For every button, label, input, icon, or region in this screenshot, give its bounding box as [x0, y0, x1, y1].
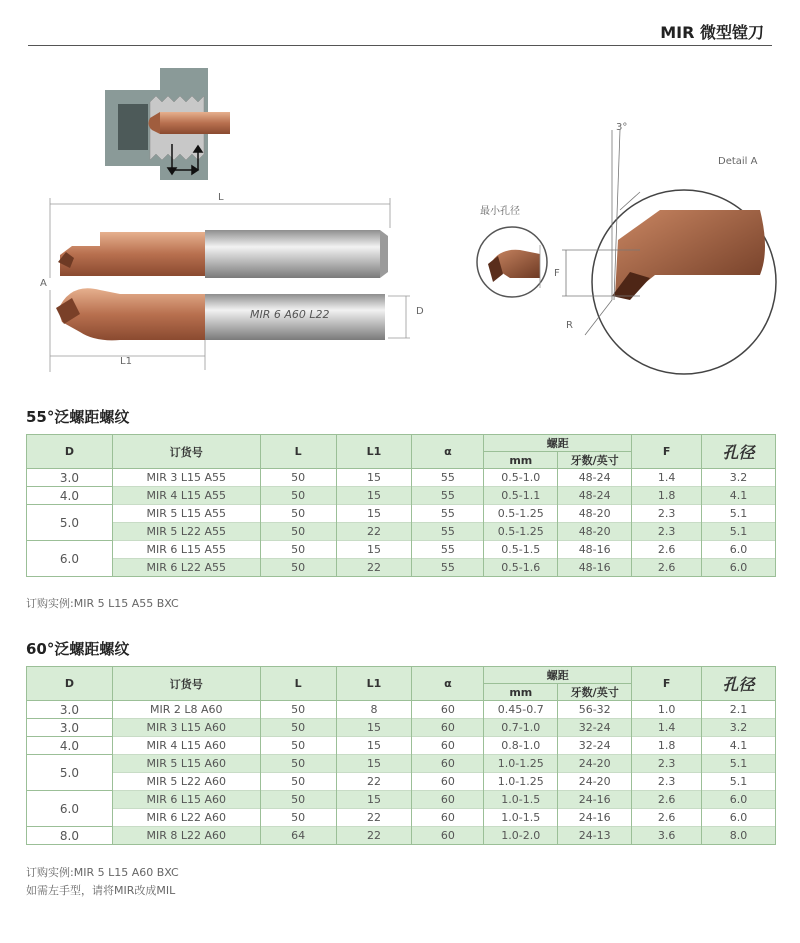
- tool-side-view: [50, 198, 390, 278]
- table-row: MIR 6 L22 A55 50 22 55 0.5-1.6 48-16 2.6 6.0: [27, 559, 776, 577]
- col-pitch: 螺距: [484, 435, 632, 452]
- col-f: F: [632, 667, 702, 701]
- table-row: 6.0 MIR 6 L15 A55 50 15 55 0.5-1.5 48-16 2.6 6.0: [27, 541, 776, 559]
- left-hand-note: 如需左手型，请将MIR改成MIL: [26, 884, 176, 897]
- col-d: D: [27, 435, 113, 469]
- table-row: 3.0 MIR 2 L8 A60 50 8 60 0.45-0.7 56-32 1.0 2.1: [27, 701, 776, 719]
- table-row: 5.0 MIR 5 L15 A60 50 15 60 1.0-1.25 24-20 2.3 5.1: [27, 755, 776, 773]
- page-header: [28, 14, 772, 46]
- label-f: F: [554, 268, 560, 279]
- label-detail-a: Detail A: [718, 156, 758, 167]
- col-bore: 孔径: [702, 667, 776, 701]
- order-example-55: 订购实例:MIR 5 L15 A55 BXC: [26, 597, 179, 610]
- table-row: MIR 5 L22 A55 50 22 55 0.5-1.25 48-20 2.3 5.1: [27, 523, 776, 541]
- label-r: R: [566, 320, 573, 331]
- col-bore: 孔径: [702, 435, 776, 469]
- order-example-60: 订购实例:MIR 5 L15 A60 BXC: [26, 866, 179, 879]
- col-l1: L1: [336, 435, 412, 469]
- tool-front-view: [50, 288, 410, 372]
- col-d: D: [27, 667, 113, 701]
- label-angle: 3°: [616, 122, 628, 133]
- col-tpi: 牙数/英寸: [558, 684, 632, 701]
- col-mm: mm: [484, 684, 558, 701]
- label-min-bore: 最小孔径: [480, 206, 520, 217]
- section-60-title: 60°泛螺距螺纹: [26, 640, 130, 658]
- col-tpi: 牙数/英寸: [558, 452, 632, 469]
- label-l: L: [218, 192, 224, 203]
- col-alpha: α: [412, 435, 484, 469]
- thread-bore-illustration: [105, 68, 230, 180]
- col-alpha: α: [412, 667, 484, 701]
- col-l: L: [260, 435, 336, 469]
- table-row: 3.0 MIR 3 L15 A55 50 15 55 0.5-1.0 48-24 1.4 3.2: [27, 469, 776, 487]
- min-bore-view: [477, 227, 547, 297]
- table-row: MIR 6 L22 A60 50 22 60 1.0-1.5 24-16 2.6 6.0: [27, 809, 776, 827]
- col-f: F: [632, 435, 702, 469]
- page-title: MIR 微型镗刀: [660, 23, 764, 42]
- tool-drawings: [0, 50, 800, 390]
- label-a: A: [40, 278, 47, 289]
- spec-table-60: [26, 666, 776, 845]
- table-row: 5.0 MIR 5 L15 A55 50 15 55 0.5-1.25 48-20 2.3 5.1: [27, 505, 776, 523]
- table-row: 3.0 MIR 3 L15 A60 50 15 60 0.7-1.0 32-24 1.4 3.2: [27, 719, 776, 737]
- table-row: 4.0 MIR 4 L15 A55 50 15 55 0.5-1.1 48-24 1.8 4.1: [27, 487, 776, 505]
- tool-illustration: [0, 50, 800, 390]
- section-55-title: 55°泛螺距螺纹: [26, 408, 130, 426]
- table-row: 4.0 MIR 4 L15 A60 50 15 60 0.8-1.0 32-24 1.8 4.1: [27, 737, 776, 755]
- label-l1: L1: [120, 356, 132, 367]
- table-row: MIR 5 L22 A60 50 22 60 1.0-1.25 24-20 2.3 5.1: [27, 773, 776, 791]
- col-mm: mm: [484, 452, 558, 469]
- tool-marking: MIR 6 A60 L22: [250, 308, 330, 321]
- table-row: 8.0 MIR 8 L22 A60 64 22 60 1.0-2.0 24-13 3.6 8.0: [27, 827, 776, 845]
- col-l: L: [260, 667, 336, 701]
- col-order: 订货号: [112, 435, 260, 469]
- spec-table-55: [26, 434, 776, 577]
- label-d: D: [416, 306, 424, 317]
- col-pitch: 螺距: [484, 667, 632, 684]
- col-order: 订货号: [112, 667, 260, 701]
- table-row: 6.0 MIR 6 L15 A60 50 15 60 1.0-1.5 24-16 2.6 6.0: [27, 791, 776, 809]
- col-l1: L1: [336, 667, 412, 701]
